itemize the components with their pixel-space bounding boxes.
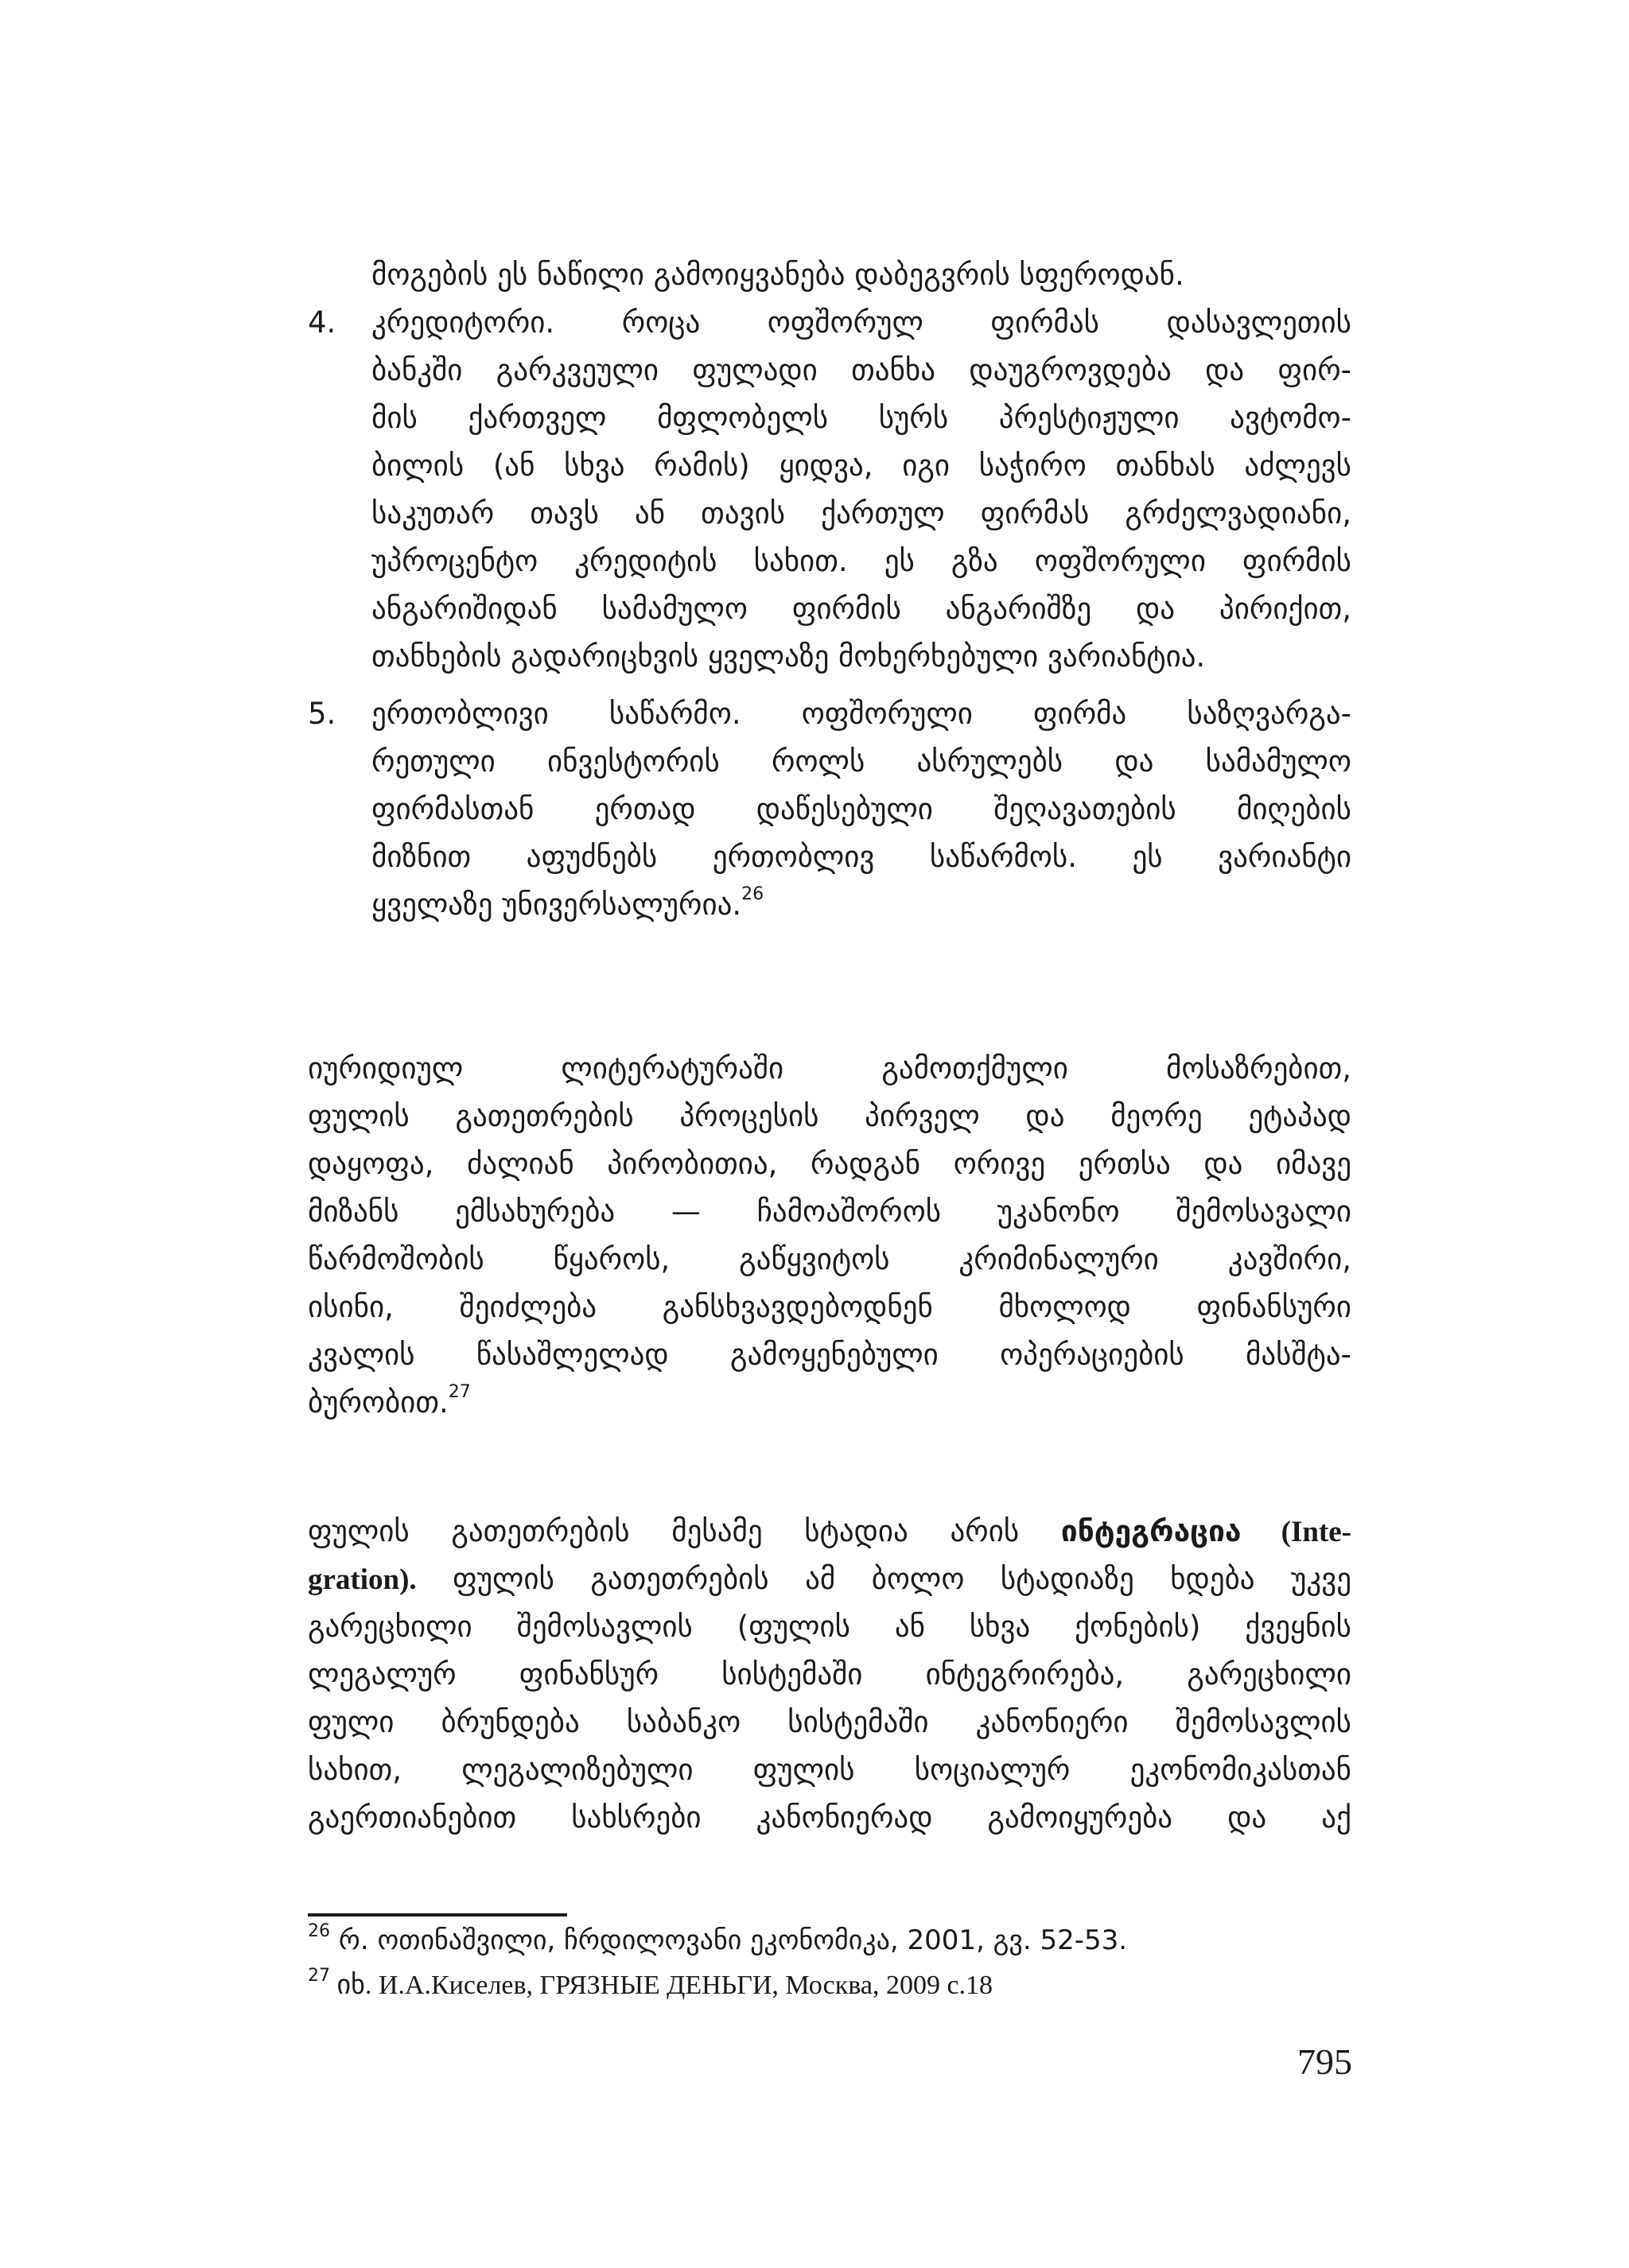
text-line: თანხების გადარიცხვის ყველაზე მოხერხებული ვარიანტია. (371, 639, 1206, 674)
text-line: ბილის (ან სხვა რამის) ყიდვა, იგი საჭირო თანხას აძლევს (371, 449, 1351, 483)
intro-paragraph (308, 251, 1351, 299)
text-fragment: ბურობით. (308, 1385, 449, 1419)
text-line: მის ქართველ მფლობელს სურს პრესტიჟული ავტომო- (371, 401, 1351, 435)
text-fragment: ფულის გათეთრების მესამე სტადია არის (308, 1514, 1061, 1548)
list-item-4 (308, 299, 1351, 681)
text-line: ფული ბრუნდება საბანკო სისტემაში კანონიერი შემოსავლის (308, 1705, 1351, 1739)
text-line: კრედიტორი. როცა ოფშორულ ფირმას დასავლეთის (371, 305, 1351, 340)
text-line (308, 1379, 1351, 1427)
text-line: მიზნით აფუძნებს ერთობლივ საწარმოს. ეს ვარიანტი (371, 840, 1351, 874)
text-line (371, 881, 1351, 929)
text-line: ერთობლივი საწარმო. ოფშორული ფირმა საზღვარგა- (371, 697, 1351, 731)
text-line: სახით, ლეგალიზებული ფულის სოციალურ ეკონომიკასთან (308, 1753, 1351, 1787)
text-line: გაერთიანებით სახსრები კანონიერად გამოიყურება და აქ (308, 1800, 1351, 1835)
bold-term: ინტეგრაცია (1060, 1514, 1242, 1548)
text-line: ფირმასთან ერთად დაწესებული შეღავათების მიღების (371, 792, 1351, 826)
text-line: ანგარიშიდან სამამულო ფირმის ანგარიშზე და პირიქით, (371, 592, 1351, 626)
paragraph-1 (308, 1045, 1351, 1427)
footnote-text: რ. ოთინაშვილი, ჩრდილოვანი ეკონომიკა, 2001, გვ. 52-53. (330, 1924, 1128, 1956)
footnote-ref: 27 (448, 1381, 471, 1402)
text-line: დაყოფა, ძალიან პირობითია, რადგან ორივე ერთსა და იმავე (308, 1147, 1351, 1181)
text-line: კვალის წასაშლელად გამოყენებული ოპერაციების მასშტა- (308, 1338, 1351, 1372)
text-line: წარმოშობის წყაროს, გაწყვიტოს კრიმინალური კავშირი, (308, 1242, 1351, 1276)
text-line: ისინი, შეიძლება განსხვავდებოდნენ მხოლოდ ფინანსური (308, 1290, 1351, 1324)
text-line: ლეგალურ ფინანსურ სისტემაში ინტეგრირება, გარეცხილი (308, 1657, 1351, 1691)
text-line: გარეცხილი შემოსავლის (ფულის ან სხვა ქონების) ქვეყნის (308, 1610, 1351, 1644)
text-line: მიზანს ემსახურება — ჩამოაშოროს უკანონო შემოსავალი (308, 1194, 1351, 1229)
text-fragment: ფულის გათეთრების ამ ბოლო სტადიაზე ხდება უკვე (416, 1562, 1351, 1596)
text-line: მოგების ეს ნაწილი გამოიყვანება დაბეგვრის სფეროდან. (371, 258, 1184, 292)
text-line: რეთული ინვესტორის როლს ასრულებს და სამამულო (371, 744, 1351, 779)
footnote-text: იხ. И.А.Киселев, ГРЯЗНЫЕ ДЕНЬГИ, Москва, 2009 с.18 (330, 1971, 993, 2000)
list-number: 4. (308, 305, 336, 340)
bold-term-latin: gration). (308, 1563, 417, 1596)
footnote-number: 27 (308, 1965, 330, 1986)
paragraph-2 (308, 1508, 1351, 1842)
list-number: 5. (308, 697, 336, 731)
text-line: უპროცენტო კრედიტის სახით. ეს გზა ოფშორული ფირმის (371, 544, 1351, 578)
text-line: საკუთარ თავს ან თავის ქართულ ფირმას გრძელვადიანი, (371, 496, 1351, 530)
footnote-26 (308, 1920, 1351, 1961)
text-line: ბანკში გარკვეული ფულადი თანხა დაუგროვდება და ფირ- (371, 353, 1351, 387)
footnote-ref: 26 (741, 884, 764, 904)
footnote-27 (308, 1964, 1351, 2006)
list-item-5 (308, 690, 1351, 929)
footnote-number: 26 (308, 1920, 330, 1941)
text-line (308, 1508, 1351, 1555)
list-item-body (371, 299, 1351, 681)
text-fragment: ყველაზე უნივერსალურია. (371, 887, 742, 922)
text-line: იურიდიულ ლიტერატურაში გამოთქმული მოსაზრებით, (308, 1051, 1351, 1085)
footnote-separator (308, 1913, 567, 1917)
bold-term-latin: (Inte- (1241, 1516, 1351, 1548)
text-line: ფულის გათეთრების პროცესის პირველ და მეორე ეტაპად (308, 1099, 1351, 1133)
page-number: 795 (1297, 2041, 1352, 2082)
list-item-body (371, 690, 1351, 929)
text-line (308, 1555, 1351, 1603)
